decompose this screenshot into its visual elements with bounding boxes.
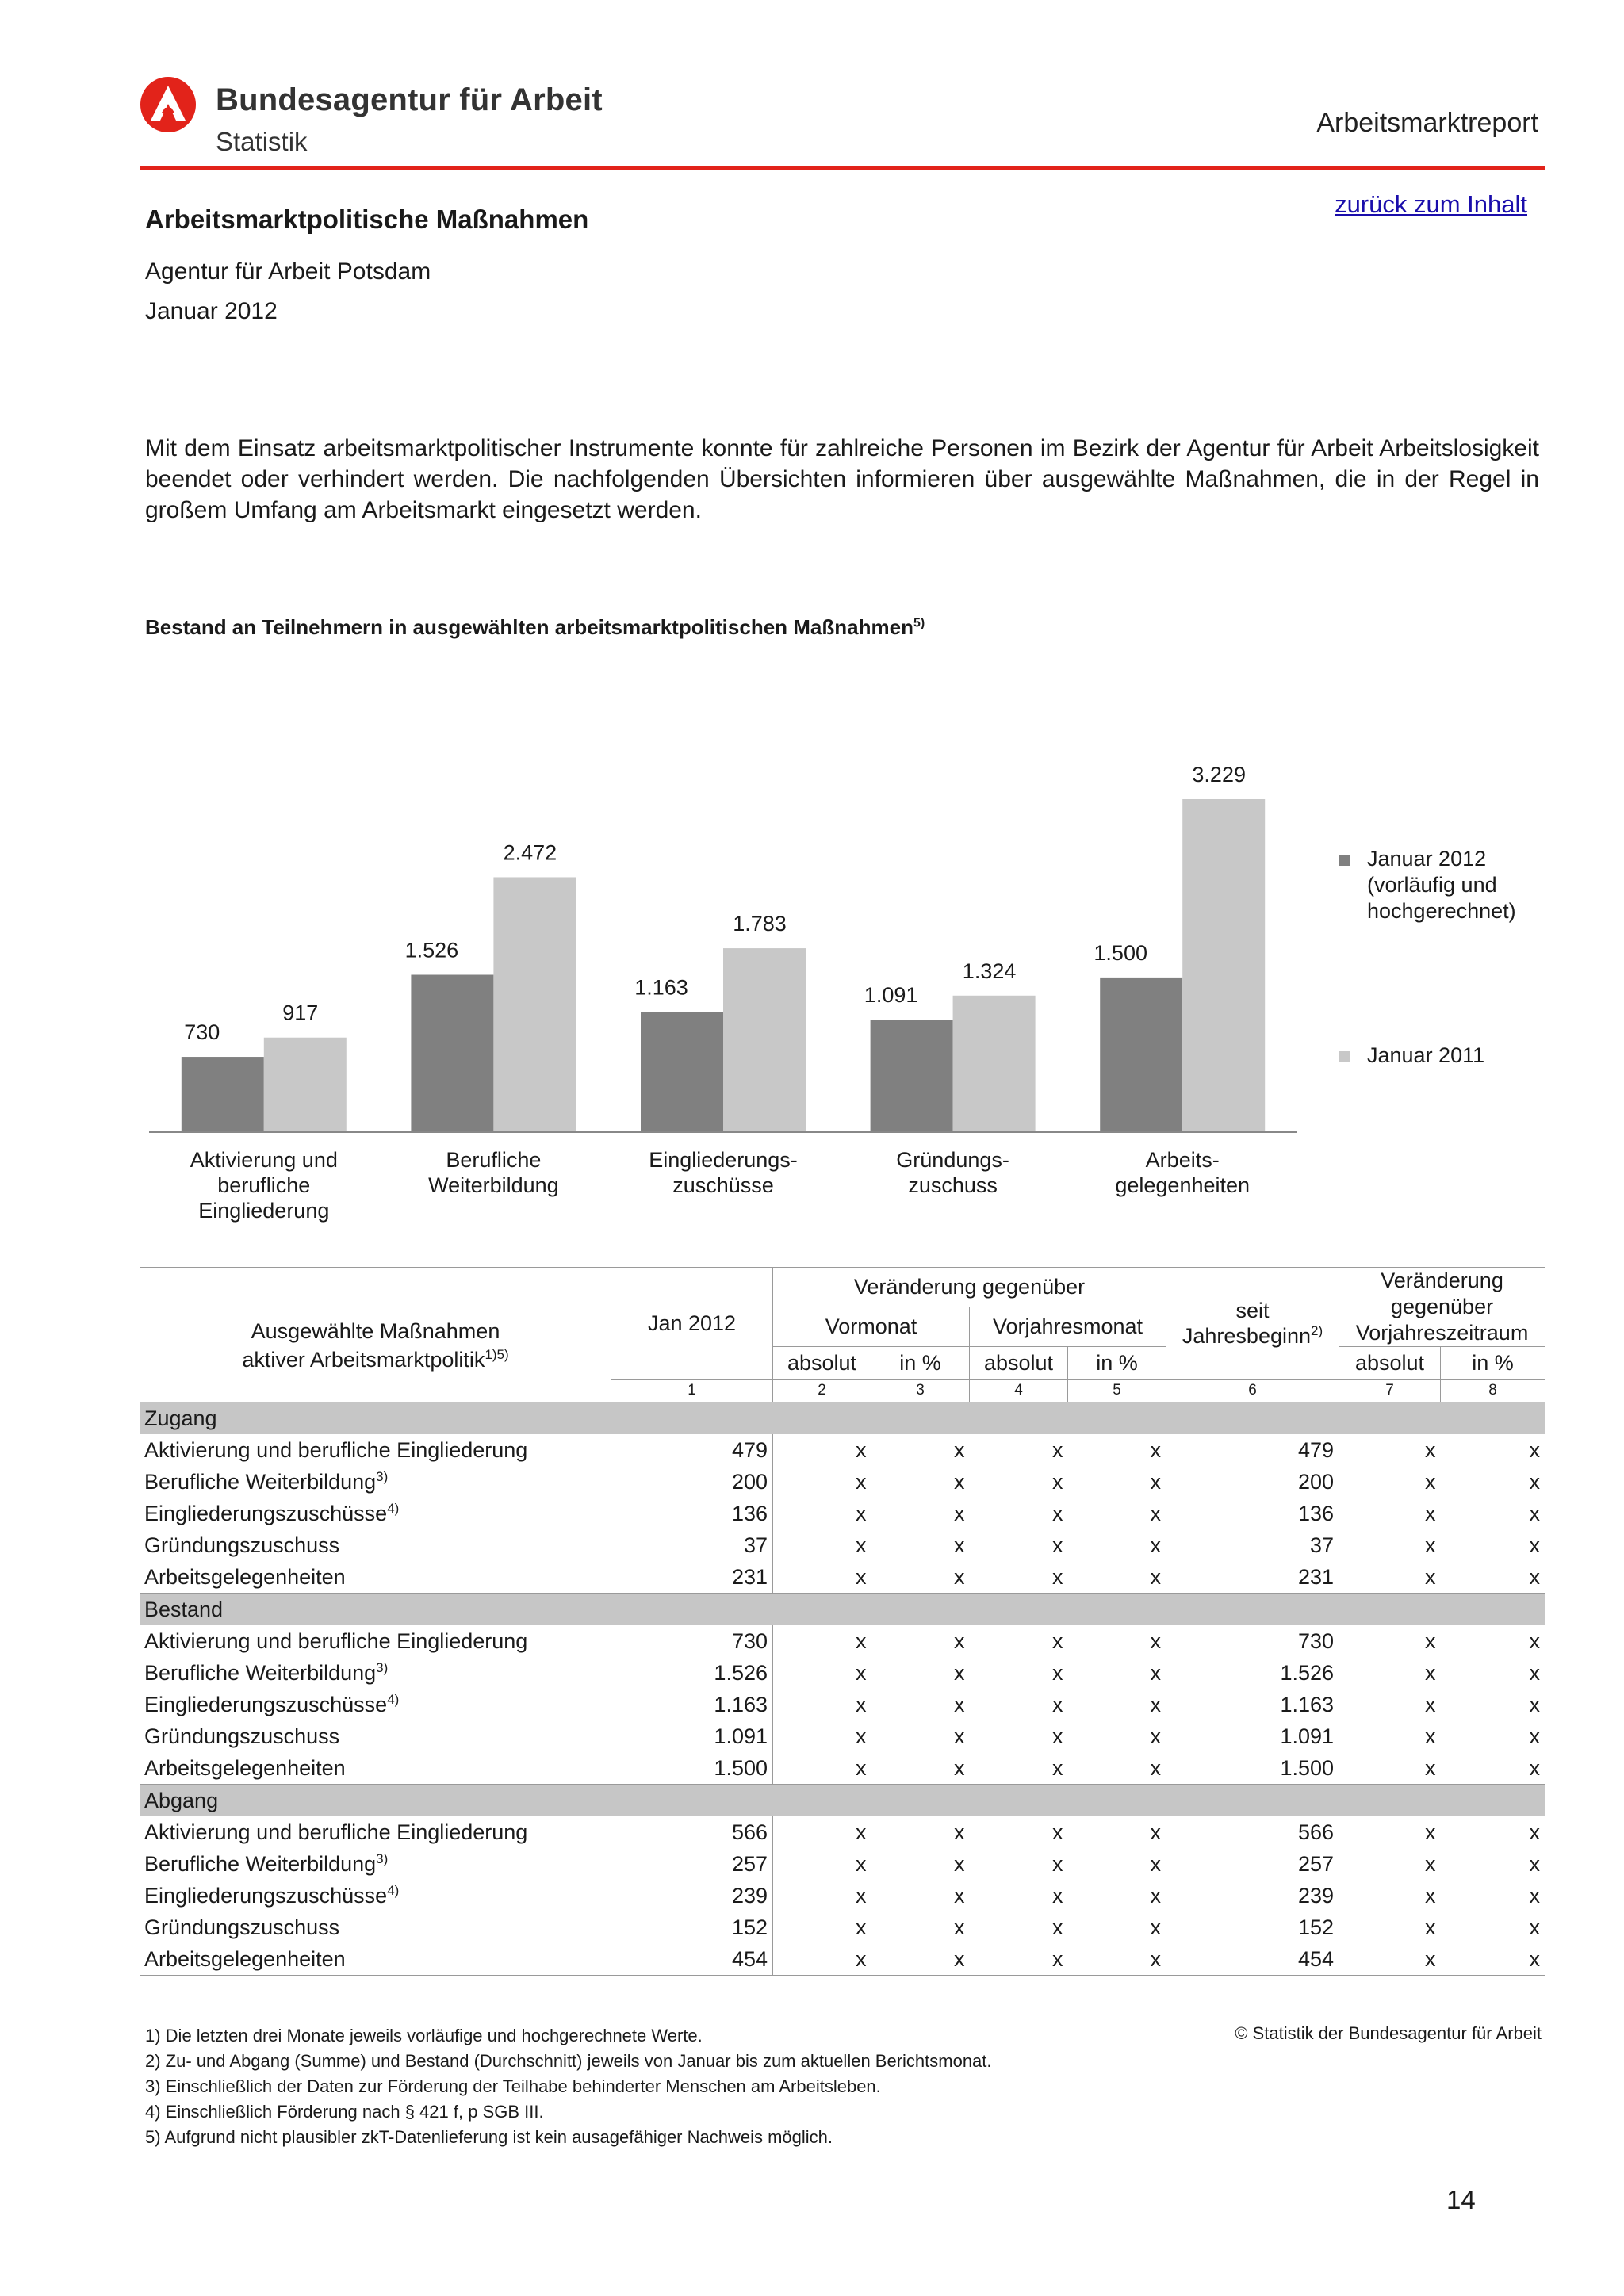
cell-value: 1.500 [1166, 1752, 1339, 1785]
cell-value: x [1339, 1943, 1441, 1976]
cell-value: x [856, 1437, 867, 1462]
category-label: berufliche [217, 1173, 311, 1197]
header-absolut: absolut [773, 1347, 871, 1380]
cell-value: x [1068, 1434, 1166, 1466]
cell-value: x [954, 1820, 965, 1844]
cell-value: 200 [611, 1466, 773, 1498]
bar-2011 [953, 996, 1036, 1132]
table-row [140, 1529, 1545, 1561]
row-label: Berufliche Weiterbildung$^{3)}$ [140, 1657, 611, 1689]
legend-label: hochgerechnet) [1367, 899, 1516, 923]
legend-label: Januar 2011 [1367, 1043, 1485, 1067]
cell-value: 257 [1166, 1848, 1339, 1880]
header-measures-2: aktiver Arbeitsmarktpolitik$^{1)5)}$ [140, 1347, 611, 1402]
intro-paragraph: Mit dem Einsatz arbeitsmarktpolitischer Instrumente konnte für zahlreiche Personen im Bezirk der Agentur für Arbeit Arbeitslosigkeit beendet oder verhindert werden. Die nachfolgenden Übersichten informieren über ausgewählte Maßnahmen, die in der Regel in großem Umfang am Arbeitsmarkt eingesetzt werden. [145, 435, 1539, 523]
cell-value: x [856, 1692, 867, 1716]
cell-value: x [1441, 1466, 1545, 1498]
category-label: Berufliche [446, 1148, 542, 1172]
cell-value: x [1441, 1720, 1545, 1752]
cell-value: 37 [1166, 1529, 1339, 1561]
cell-value: 566 [611, 1816, 773, 1848]
cell-value: 231 [611, 1561, 773, 1594]
bar-2011 [723, 948, 806, 1132]
table-row [140, 1752, 1545, 1785]
data-label: 3.229 [1192, 763, 1246, 786]
cell-value: x [954, 1755, 965, 1780]
section-title: Bestand [140, 1594, 611, 1626]
cell-value: x [1052, 1628, 1063, 1653]
cell-value: 1.091 [1166, 1720, 1339, 1752]
cell-value: x [1441, 1880, 1545, 1911]
bar-2012 [871, 1020, 953, 1132]
cell-value: x [1052, 1755, 1063, 1780]
cell-value: x [856, 1660, 867, 1685]
data-label: 1.091 [864, 983, 918, 1008]
back-to-contents-link[interactable]: zurück zum Inhalt [1335, 190, 1527, 218]
cell-value: x [856, 1533, 867, 1557]
cell-value: x [1052, 1660, 1063, 1685]
cell-value: x [1052, 1501, 1063, 1525]
page-title: Arbeitsmarktpolitische Maßnahmen [145, 205, 589, 234]
bar-2012 [411, 975, 493, 1132]
cell-value: x [1068, 1911, 1166, 1943]
report-period: Januar 2012 [145, 298, 278, 324]
cell-value: 239 [611, 1880, 773, 1911]
cell-value: 1.526 [1166, 1657, 1339, 1689]
footnote: 1) Die letzten drei Monate jeweils vorläufige und hochgerechnete Werte. [145, 2026, 703, 2045]
table-row [140, 1434, 1545, 1466]
cell-value: x [1068, 1625, 1166, 1657]
header-prev-year-month: Vorjahresmonat [970, 1307, 1166, 1347]
header-absolut: absolut [970, 1347, 1068, 1380]
cell-value: x [871, 1943, 970, 1976]
cell-value: x [1441, 1943, 1545, 1976]
category-label: Aktivierung und [190, 1148, 338, 1172]
col-index: 2 [773, 1380, 871, 1402]
category-label: Arbeits- [1145, 1148, 1220, 1172]
cell-value: x [773, 1943, 871, 1976]
cell-value: x [856, 1564, 867, 1589]
cell-value: x [1052, 1469, 1063, 1494]
cell-value: 454 [1166, 1943, 1339, 1976]
col-index: 1 [611, 1380, 773, 1402]
cell-value: x [1441, 1816, 1545, 1848]
legend-swatch [1339, 1051, 1350, 1062]
footnotes [145, 2023, 992, 2150]
data-label: 1.783 [733, 912, 787, 936]
row-label: Berufliche Weiterbildung$^{3)}$ [140, 1466, 611, 1498]
cell-value: x [1068, 1880, 1166, 1911]
cell-value: x [1052, 1915, 1063, 1939]
header-absolut: absolut [1339, 1347, 1441, 1380]
cell-value: x [954, 1883, 965, 1908]
row-label: Gründungszuschuss [140, 1911, 611, 1943]
cell-value: x [1441, 1434, 1545, 1466]
footnote: 4) Einschließlich Förderung nach § 421 f, p SGB III. [145, 2102, 544, 2122]
col-index: 5 [1068, 1380, 1166, 1402]
bar-2011 [1182, 799, 1265, 1132]
cell-value: x [856, 1469, 867, 1494]
bar-2011 [493, 877, 576, 1132]
cell-value: 730 [1166, 1625, 1339, 1657]
cell-value: x [954, 1533, 965, 1557]
cell-value: 37 [611, 1529, 773, 1561]
table-row [140, 1816, 1545, 1848]
cell-value: x [1425, 1501, 1436, 1525]
cell-value: 566 [1166, 1816, 1339, 1848]
cell-value: x [1441, 1848, 1545, 1880]
header-ytd: seit Jahresbeginn$^{2)}$ [1166, 1268, 1339, 1380]
cell-value: 1.163 [1166, 1689, 1339, 1720]
section-row [140, 1402, 1545, 1435]
cell-value: x [1441, 1498, 1545, 1529]
table-row [140, 1943, 1545, 1976]
cell-value: 1.091 [611, 1720, 773, 1752]
cell-value: x [856, 1915, 867, 1939]
table-row [140, 1848, 1545, 1880]
cell-value: x [1441, 1752, 1545, 1785]
footnote: 5) Aufgrund nicht plausibler zkT-Datenlieferung ist kein ausagefähiger Nachweis möglich. [145, 2127, 833, 2147]
header-measures: Ausgewählte Maßnahmen [140, 1268, 611, 1347]
page-number: 14 [1446, 2185, 1476, 2214]
table-row [140, 1498, 1545, 1529]
cell-value: x [1425, 1915, 1436, 1939]
table-row [140, 1720, 1545, 1752]
cell-value: 136 [611, 1498, 773, 1529]
cell-value: x [1425, 1628, 1436, 1653]
bar-2011 [264, 1038, 347, 1132]
col-index: 6 [1166, 1380, 1339, 1402]
cell-value: 1.163 [611, 1689, 773, 1720]
header-pct: in % [1068, 1347, 1166, 1380]
table-row [140, 1880, 1545, 1911]
cell-value: x [1441, 1561, 1545, 1594]
cell-value: x [1052, 1437, 1063, 1462]
row-label: Aktivierung und berufliche Eingliederung [140, 1434, 611, 1466]
cell-value: x [970, 1943, 1068, 1976]
col-index: 7 [1339, 1380, 1441, 1402]
org-subtitle: Statistik [216, 127, 308, 156]
data-label: 1.163 [634, 975, 688, 1000]
chart-title: Bestand an Teilnehmern in ausgewählten arbeitsmarktpolitischen Maßnahmen$^{5)}$ [145, 615, 925, 639]
cell-value: x [954, 1692, 965, 1716]
col-index: 8 [1441, 1380, 1545, 1402]
row-label: Eingliederungszuschüsse$^{4)}$ [140, 1498, 611, 1529]
cell-value: 152 [611, 1911, 773, 1943]
bar-2012 [1100, 978, 1182, 1132]
cell-value: x [856, 1724, 867, 1748]
cell-value: x [954, 1660, 965, 1685]
legend-label: Januar 2012 [1367, 847, 1487, 871]
legend-swatch [1339, 855, 1350, 866]
cell-value: x [856, 1820, 867, 1844]
cell-value: x [1425, 1724, 1436, 1748]
cell-value: 239 [1166, 1880, 1339, 1911]
cell-value: x [1052, 1820, 1063, 1844]
category-label: Eingliederung [198, 1199, 330, 1223]
row-label: Arbeitsgelegenheiten [140, 1943, 611, 1976]
cell-value: x [1425, 1820, 1436, 1844]
cell-value: x [1068, 1561, 1166, 1594]
cell-value: 152 [1166, 1911, 1339, 1943]
cell-value: x [1441, 1625, 1545, 1657]
cell-value: x [1068, 1816, 1166, 1848]
cell-value: x [1068, 1498, 1166, 1529]
cell-value: x [1425, 1469, 1436, 1494]
cell-value: x [1068, 1689, 1166, 1720]
header-change: Veränderung gegenüber [773, 1268, 1166, 1307]
footnote: 3) Einschließlich der Daten zur Förderung der Teilhabe behinderter Menschen am Arbeitsleben. [145, 2076, 881, 2096]
cell-value: x [1441, 1657, 1545, 1689]
cell-value: x [1068, 1529, 1166, 1561]
cell-value: 200 [1166, 1466, 1339, 1498]
category-label: Weiterbildung [428, 1173, 559, 1197]
cell-value: x [954, 1628, 965, 1653]
cell-value: x [954, 1724, 965, 1748]
cell-value: x [1068, 1848, 1166, 1880]
cell-value: x [1441, 1689, 1545, 1720]
cell-value: x [1052, 1564, 1063, 1589]
cell-value: x [1052, 1533, 1063, 1557]
section-row [140, 1594, 1545, 1626]
cell-value: x [1425, 1755, 1436, 1780]
cell-value: x [856, 1501, 867, 1525]
section-title: Abgang [140, 1785, 611, 1817]
category-label: Eingliederungs- [649, 1148, 798, 1172]
row-label: Aktivierung und berufliche Eingliederung [140, 1816, 611, 1848]
cell-value: 1.500 [611, 1752, 773, 1785]
cell-value: x [1068, 1943, 1166, 1976]
table-row [140, 1625, 1545, 1657]
cell-value: 454 [611, 1943, 773, 1976]
row-label: Gründungszuschuss [140, 1529, 611, 1561]
category-label: gelegenheiten [1115, 1173, 1251, 1197]
cell-value: x [1052, 1883, 1063, 1908]
table-row [140, 1466, 1545, 1498]
cell-value: x [1052, 1692, 1063, 1716]
section-title: Zugang [140, 1402, 611, 1435]
cell-value: x [1425, 1533, 1436, 1557]
cell-value: x [1441, 1911, 1545, 1943]
cell-value: x [1068, 1720, 1166, 1752]
cell-value: 257 [611, 1848, 773, 1880]
cell-value: x [1425, 1564, 1436, 1589]
cell-value: x [1068, 1657, 1166, 1689]
category-label: zuschuss [908, 1173, 998, 1197]
table-row [140, 1561, 1545, 1594]
data-label: 730 [184, 1020, 220, 1045]
table-row [140, 1689, 1545, 1720]
data-label: 2.472 [503, 840, 557, 865]
category-label: Gründungs- [896, 1148, 1009, 1172]
data-label: 1.526 [404, 938, 459, 962]
header-jan: Jan 2012 [611, 1268, 773, 1380]
cell-value: 136 [1166, 1498, 1339, 1529]
row-label: Eingliederungszuschüsse$^{4)}$ [140, 1689, 611, 1720]
cell-value: x [1068, 1752, 1166, 1785]
cell-value: x [856, 1883, 867, 1908]
cell-value: x [954, 1437, 965, 1462]
cell-value: 231 [1166, 1561, 1339, 1594]
report-name: Arbeitsmarktreport [1316, 108, 1538, 138]
agency-name: Agentur für Arbeit Potsdam [145, 258, 431, 285]
cell-value: x [1425, 1437, 1436, 1462]
category-label: zuschüsse [672, 1173, 774, 1197]
cell-value: 479 [1166, 1434, 1339, 1466]
col-index: 3 [871, 1380, 970, 1402]
header-change-prev-year: Veränderung gegenüber Vorjahreszeitraum [1339, 1268, 1545, 1347]
org-name: Bundesagentur für Arbeit [216, 82, 603, 117]
footnote: 2) Zu- und Abgang (Summe) und Bestand (Durchschnitt) jeweils von Januar bis zum aktuellen Berichtsmonat. [145, 2051, 992, 2071]
cell-value: x [856, 1628, 867, 1653]
cell-value: x [856, 1755, 867, 1780]
data-label: 917 [282, 1001, 319, 1025]
row-label: Aktivierung und berufliche Eingliederung [140, 1625, 611, 1657]
cell-value: x [1068, 1466, 1166, 1498]
header-pct: in % [1441, 1347, 1545, 1380]
cell-value: x [954, 1851, 965, 1876]
table-row [140, 1657, 1545, 1689]
cell-value: x [954, 1469, 965, 1494]
bar-2012 [182, 1057, 264, 1132]
cell-value: x [1052, 1851, 1063, 1876]
cell-value: x [1052, 1724, 1063, 1748]
cell-value: x [856, 1851, 867, 1876]
table-row [140, 1911, 1545, 1943]
cell-value: x [954, 1501, 965, 1525]
cell-value: x [1425, 1660, 1436, 1685]
legend-label: (vorläufig und [1367, 873, 1497, 897]
row-label: Berufliche Weiterbildung$^{3)}$ [140, 1848, 611, 1880]
bar-2012 [641, 1012, 723, 1132]
row-label: Gründungszuschuss [140, 1720, 611, 1752]
col-index: 4 [970, 1380, 1068, 1402]
row-label: Arbeitsgelegenheiten [140, 1561, 611, 1594]
cell-value: 1.526 [611, 1657, 773, 1689]
cell-value: x [1425, 1692, 1436, 1716]
row-label: Eingliederungszuschüsse$^{4)}$ [140, 1880, 611, 1911]
cell-value: x [954, 1564, 965, 1589]
cell-value: 479 [611, 1434, 773, 1466]
measures-table [140, 1267, 1545, 1976]
data-label: 1.500 [1094, 940, 1147, 965]
cell-value: x [954, 1915, 965, 1939]
copyright: © Statistik der Bundesagentur für Arbeit [1235, 2023, 1542, 2043]
cell-value: x [1425, 1851, 1436, 1876]
header-prev-month: Vormonat [773, 1307, 970, 1347]
data-label: 1.324 [962, 959, 1017, 983]
section-row [140, 1785, 1545, 1817]
cell-value: x [1425, 1883, 1436, 1908]
cell-value: 730 [611, 1625, 773, 1657]
header-pct: in % [871, 1347, 970, 1380]
row-label: Arbeitsgelegenheiten [140, 1752, 611, 1785]
cell-value: x [1441, 1529, 1545, 1561]
